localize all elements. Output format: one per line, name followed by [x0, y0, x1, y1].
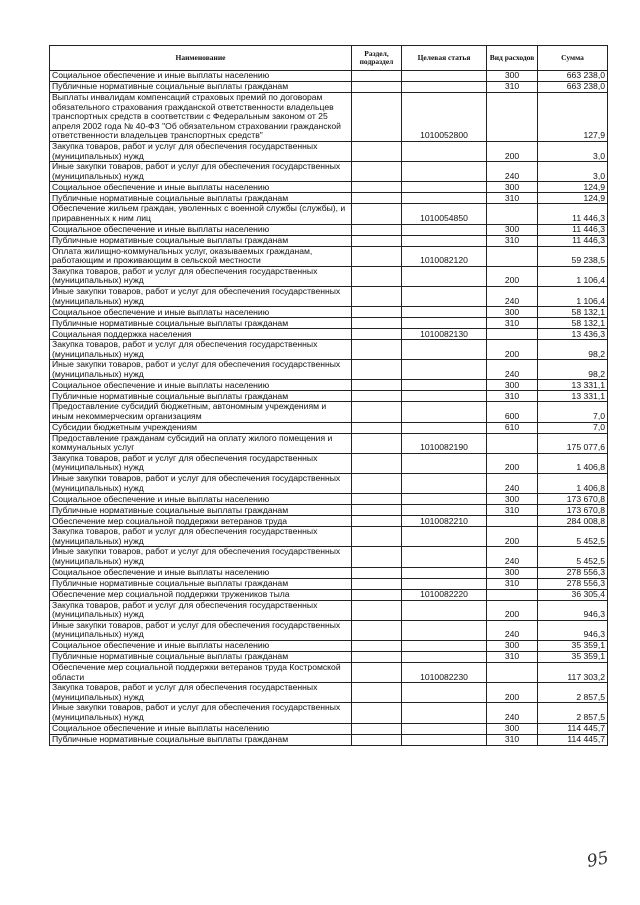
cell-target	[402, 224, 487, 235]
cell-name: Иные закупки товаров, работ и услуг для обеспечения государственных (муниципальных) нужд	[50, 286, 352, 306]
cell-section	[352, 340, 402, 360]
cell-name: Закупка товаров, работ и услуг для обеспечения государственных (муниципальных) нужд	[50, 683, 352, 703]
cell-name: Социальное обеспечение и иные выплаты населению	[50, 723, 352, 734]
table-row	[50, 402, 608, 422]
cell-section	[352, 494, 402, 505]
cell-section	[352, 380, 402, 391]
cell-sum: 124,9	[538, 182, 608, 193]
cell-sum: 1 106,4	[538, 286, 608, 306]
table-row	[50, 662, 608, 682]
cell-sum: 117 303,2	[538, 662, 608, 682]
cell-section	[352, 391, 402, 402]
cell-name: Обеспечение мер социальной поддержки ветеранов труда	[50, 516, 352, 527]
cell-section	[352, 600, 402, 620]
cell-sum: 2 857,5	[538, 703, 608, 723]
cell-sum: 13 331,1	[538, 391, 608, 402]
cell-section	[352, 651, 402, 662]
cell-target	[402, 527, 487, 547]
cell-sum: 946,3	[538, 600, 608, 620]
cell-target	[402, 578, 487, 589]
cell-sum: 663 238,0	[538, 82, 608, 93]
cell-sum: 173 670,8	[538, 505, 608, 516]
table-row	[50, 307, 608, 318]
cell-name: Иные закупки товаров, работ и услуг для обеспечения государственных (муниципальных) нужд	[50, 703, 352, 723]
cell-target	[402, 683, 487, 703]
cell-kind: 300	[487, 380, 538, 391]
cell-kind: 300	[487, 182, 538, 193]
cell-section	[352, 620, 402, 640]
cell-kind: 310	[487, 82, 538, 93]
cell-section	[352, 329, 402, 340]
table-row	[50, 422, 608, 433]
table-row	[50, 246, 608, 266]
table-row	[50, 224, 608, 235]
cell-kind: 310	[487, 235, 538, 246]
cell-sum: 36 305,4	[538, 589, 608, 600]
table-row	[50, 82, 608, 93]
cell-name: Предоставление гражданам субсидий на оплату жилого помещения и коммунальных услуг	[50, 433, 352, 453]
cell-section	[352, 307, 402, 318]
cell-kind: 240	[487, 474, 538, 494]
cell-target	[402, 380, 487, 391]
cell-kind: 300	[487, 494, 538, 505]
cell-kind: 600	[487, 402, 538, 422]
table-row	[50, 235, 608, 246]
cell-name: Социальное обеспечение и иные выплаты населению	[50, 567, 352, 578]
table-row	[50, 723, 608, 734]
cell-target	[402, 162, 487, 182]
cell-sum: 35 359,1	[538, 651, 608, 662]
cell-kind: 240	[487, 286, 538, 306]
cell-name: Социальное обеспечение и иные выплаты населению	[50, 307, 352, 318]
cell-sum: 11 446,3	[538, 204, 608, 224]
cell-section	[352, 453, 402, 473]
cell-sum: 278 556,3	[538, 567, 608, 578]
cell-name: Публичные нормативные социальные выплаты гражданам	[50, 505, 352, 516]
cell-name: Публичные нормативные социальные выплаты гражданам	[50, 193, 352, 204]
cell-section	[352, 527, 402, 547]
cell-kind: 200	[487, 527, 538, 547]
cell-kind	[487, 204, 538, 224]
cell-kind: 240	[487, 162, 538, 182]
cell-target	[402, 474, 487, 494]
table-row	[50, 182, 608, 193]
cell-kind: 200	[487, 340, 538, 360]
table-row	[50, 162, 608, 182]
table-row	[50, 391, 608, 402]
table-row	[50, 329, 608, 340]
table-row	[50, 494, 608, 505]
table-row	[50, 93, 608, 142]
cell-sum: 1 106,4	[538, 266, 608, 286]
cell-kind: 310	[487, 734, 538, 745]
table-row	[50, 340, 608, 360]
cell-section	[352, 703, 402, 723]
cell-target: 1010082220	[402, 589, 487, 600]
table-row	[50, 683, 608, 703]
cell-kind: 610	[487, 422, 538, 433]
cell-name: Публичные нормативные социальные выплаты гражданам	[50, 82, 352, 93]
cell-section	[352, 266, 402, 286]
table-row	[50, 734, 608, 745]
cell-target	[402, 494, 487, 505]
cell-name: Выплаты инвалидам компенсаций страховых премий по договорам обязательного страхования гражданской ответственности владельцев транспортных средств в соответствии с Федеральным законом от 25 апреля 2002 года № 40-ФЗ "Об обязательном страховании гражданской ответственности владельцев транспортных средств"	[50, 93, 352, 142]
table-body	[50, 71, 608, 746]
cell-sum: 1 406,8	[538, 453, 608, 473]
cell-kind: 200	[487, 266, 538, 286]
cell-kind: 200	[487, 453, 538, 473]
cell-target: 1010054850	[402, 204, 487, 224]
table-row	[50, 527, 608, 547]
cell-kind: 300	[487, 567, 538, 578]
cell-kind: 240	[487, 360, 538, 380]
cell-section	[352, 422, 402, 433]
table-row	[50, 651, 608, 662]
cell-sum: 59 238,5	[538, 246, 608, 266]
cell-target	[402, 193, 487, 204]
table-row	[50, 266, 608, 286]
cell-section	[352, 516, 402, 527]
cell-section	[352, 567, 402, 578]
cell-kind	[487, 246, 538, 266]
cell-sum: 1 406,8	[538, 474, 608, 494]
table-row	[50, 433, 608, 453]
header-target: Целевая статья	[402, 46, 487, 71]
cell-target: 1010082130	[402, 329, 487, 340]
cell-name: Закупка товаров, работ и услуг для обеспечения государственных (муниципальных) нужд	[50, 453, 352, 473]
table-row	[50, 505, 608, 516]
table-header	[50, 46, 608, 71]
cell-target: 1010082120	[402, 246, 487, 266]
cell-sum: 2 857,5	[538, 683, 608, 703]
cell-kind: 200	[487, 141, 538, 161]
cell-section	[352, 433, 402, 453]
table-row	[50, 600, 608, 620]
cell-target: 1010052800	[402, 93, 487, 142]
cell-target	[402, 600, 487, 620]
cell-section	[352, 141, 402, 161]
cell-sum: 7,0	[538, 422, 608, 433]
table-row	[50, 71, 608, 82]
cell-name: Иные закупки товаров, работ и услуг для обеспечения государственных (муниципальных) нужд	[50, 547, 352, 567]
cell-target	[402, 402, 487, 422]
cell-sum: 663 238,0	[538, 71, 608, 82]
cell-section	[352, 182, 402, 193]
cell-sum: 3,0	[538, 162, 608, 182]
cell-sum: 98,2	[538, 340, 608, 360]
cell-name: Закупка товаров, работ и услуг для обеспечения государственных (муниципальных) нужд	[50, 141, 352, 161]
cell-sum: 98,2	[538, 360, 608, 380]
cell-sum: 35 359,1	[538, 640, 608, 651]
cell-section	[352, 474, 402, 494]
cell-kind	[487, 589, 538, 600]
cell-target	[402, 286, 487, 306]
table-row	[50, 453, 608, 473]
table-row	[50, 360, 608, 380]
cell-sum: 946,3	[538, 620, 608, 640]
cell-name: Иные закупки товаров, работ и услуг для обеспечения государственных (муниципальных) нужд	[50, 620, 352, 640]
cell-sum: 114 445,7	[538, 734, 608, 745]
cell-name: Предоставление субсидий бюджетным, автономным учреждениям и иным некоммерческим организациям	[50, 402, 352, 422]
table-row	[50, 578, 608, 589]
cell-target	[402, 266, 487, 286]
cell-section	[352, 589, 402, 600]
cell-sum: 7,0	[538, 402, 608, 422]
cell-kind: 300	[487, 640, 538, 651]
cell-section	[352, 82, 402, 93]
cell-name: Закупка товаров, работ и услуг для обеспечения государственных (муниципальных) нужд	[50, 527, 352, 547]
cell-target	[402, 505, 487, 516]
cell-section	[352, 193, 402, 204]
cell-target	[402, 318, 487, 329]
cell-section	[352, 318, 402, 329]
cell-kind: 310	[487, 505, 538, 516]
cell-section	[352, 204, 402, 224]
cell-sum: 173 670,8	[538, 494, 608, 505]
table-row	[50, 193, 608, 204]
cell-section	[352, 640, 402, 651]
cell-kind: 310	[487, 391, 538, 402]
header-section: Раздел, подраздел	[352, 46, 402, 71]
header-sum: Сумма	[538, 46, 608, 71]
cell-section	[352, 286, 402, 306]
cell-sum: 11 446,3	[538, 235, 608, 246]
cell-kind	[487, 662, 538, 682]
cell-section	[352, 360, 402, 380]
cell-name: Закупка товаров, работ и услуг для обеспечения государственных (муниципальных) нужд	[50, 340, 352, 360]
cell-name: Публичные нормативные социальные выплаты гражданам	[50, 578, 352, 589]
cell-kind: 300	[487, 723, 538, 734]
cell-kind: 300	[487, 224, 538, 235]
cell-sum: 3,0	[538, 141, 608, 161]
table-row	[50, 589, 608, 600]
table-row	[50, 286, 608, 306]
cell-section	[352, 734, 402, 745]
cell-kind	[487, 93, 538, 142]
cell-kind: 240	[487, 547, 538, 567]
cell-name: Публичные нормативные социальные выплаты гражданам	[50, 391, 352, 402]
cell-target: 1010082190	[402, 433, 487, 453]
cell-section	[352, 235, 402, 246]
cell-target	[402, 422, 487, 433]
table-row	[50, 141, 608, 161]
header-row	[50, 46, 608, 71]
cell-target	[402, 567, 487, 578]
cell-section	[352, 402, 402, 422]
cell-name: Оплата жилищно-коммунальных услуг, оказываемых гражданам, работающим и проживающим в сельской местности	[50, 246, 352, 266]
cell-section	[352, 547, 402, 567]
cell-target	[402, 71, 487, 82]
cell-target	[402, 391, 487, 402]
cell-kind: 310	[487, 651, 538, 662]
cell-kind: 240	[487, 703, 538, 723]
cell-sum: 278 556,3	[538, 578, 608, 589]
cell-target	[402, 640, 487, 651]
cell-sum: 284 008,8	[538, 516, 608, 527]
cell-sum: 5 452,5	[538, 547, 608, 567]
cell-target	[402, 734, 487, 745]
cell-sum: 58 132,1	[538, 318, 608, 329]
cell-sum: 127,9	[538, 93, 608, 142]
cell-section	[352, 505, 402, 516]
cell-sum: 58 132,1	[538, 307, 608, 318]
cell-name: Социальная поддержка населения	[50, 329, 352, 340]
table-row	[50, 204, 608, 224]
cell-kind: 200	[487, 683, 538, 703]
cell-kind	[487, 516, 538, 527]
table-row	[50, 567, 608, 578]
header-kind: Вид расходов	[487, 46, 538, 71]
cell-sum: 13 436,3	[538, 329, 608, 340]
cell-target	[402, 235, 487, 246]
cell-target	[402, 182, 487, 193]
cell-target	[402, 82, 487, 93]
header-name: Наименование	[50, 46, 352, 71]
cell-name: Иные закупки товаров, работ и услуг для обеспечения государственных (муниципальных) нужд	[50, 360, 352, 380]
cell-section	[352, 578, 402, 589]
cell-section	[352, 662, 402, 682]
page-number: 95	[585, 847, 611, 873]
cell-target	[402, 651, 487, 662]
cell-sum: 124,9	[538, 193, 608, 204]
cell-name: Социальное обеспечение и иные выплаты населению	[50, 224, 352, 235]
cell-sum: 114 445,7	[538, 723, 608, 734]
cell-name: Социальное обеспечение и иные выплаты населению	[50, 71, 352, 82]
cell-kind	[487, 433, 538, 453]
cell-name: Социальное обеспечение и иные выплаты населению	[50, 494, 352, 505]
table-row	[50, 474, 608, 494]
cell-target	[402, 620, 487, 640]
cell-target	[402, 141, 487, 161]
cell-kind: 310	[487, 318, 538, 329]
cell-name: Иные закупки товаров, работ и услуг для обеспечения государственных (муниципальных) нужд	[50, 474, 352, 494]
cell-target	[402, 307, 487, 318]
cell-target	[402, 547, 487, 567]
cell-kind: 300	[487, 307, 538, 318]
cell-name: Социальное обеспечение и иные выплаты населению	[50, 640, 352, 651]
cell-kind: 200	[487, 600, 538, 620]
cell-name: Публичные нормативные социальные выплаты гражданам	[50, 651, 352, 662]
cell-section	[352, 683, 402, 703]
budget-table	[49, 45, 608, 746]
cell-section	[352, 93, 402, 142]
cell-target: 1010082210	[402, 516, 487, 527]
table-row	[50, 547, 608, 567]
table-row	[50, 380, 608, 391]
cell-section	[352, 162, 402, 182]
cell-name: Обеспечение мер социальной поддержки ветеранов труда Костромской области	[50, 662, 352, 682]
cell-name: Обеспечение мер социальной поддержки тружеников тыла	[50, 589, 352, 600]
cell-target	[402, 340, 487, 360]
cell-sum: 5 452,5	[538, 527, 608, 547]
cell-sum: 11 446,3	[538, 224, 608, 235]
table-row	[50, 318, 608, 329]
cell-target	[402, 360, 487, 380]
table-row	[50, 640, 608, 651]
cell-name: Социальное обеспечение и иные выплаты населению	[50, 182, 352, 193]
cell-name: Публичные нормативные социальные выплаты гражданам	[50, 318, 352, 329]
cell-target	[402, 703, 487, 723]
cell-section	[352, 224, 402, 235]
cell-sum: 175 077,6	[538, 433, 608, 453]
cell-name: Закупка товаров, работ и услуг для обеспечения государственных (муниципальных) нужд	[50, 266, 352, 286]
table-row	[50, 620, 608, 640]
cell-section	[352, 246, 402, 266]
cell-kind: 310	[487, 578, 538, 589]
table-row	[50, 516, 608, 527]
table-row	[50, 703, 608, 723]
cell-section	[352, 71, 402, 82]
cell-target: 1010082230	[402, 662, 487, 682]
cell-name: Социальное обеспечение и иные выплаты населению	[50, 380, 352, 391]
cell-name: Публичные нормативные социальные выплаты гражданам	[50, 235, 352, 246]
cell-name: Публичные нормативные социальные выплаты гражданам	[50, 734, 352, 745]
cell-name: Обеспечение жильем граждан, уволенных с военной службы (службы), и приравненных к ним лиц	[50, 204, 352, 224]
cell-name: Закупка товаров, работ и услуг для обеспечения государственных (муниципальных) нужд	[50, 600, 352, 620]
cell-name: Иные закупки товаров, работ и услуг для обеспечения государственных (муниципальных) нужд	[50, 162, 352, 182]
cell-kind: 240	[487, 620, 538, 640]
cell-kind: 310	[487, 193, 538, 204]
cell-section	[352, 723, 402, 734]
cell-sum: 13 331,1	[538, 380, 608, 391]
cell-kind: 300	[487, 71, 538, 82]
cell-name: Субсидии бюджетным учреждениям	[50, 422, 352, 433]
cell-target	[402, 453, 487, 473]
cell-target	[402, 723, 487, 734]
cell-kind	[487, 329, 538, 340]
